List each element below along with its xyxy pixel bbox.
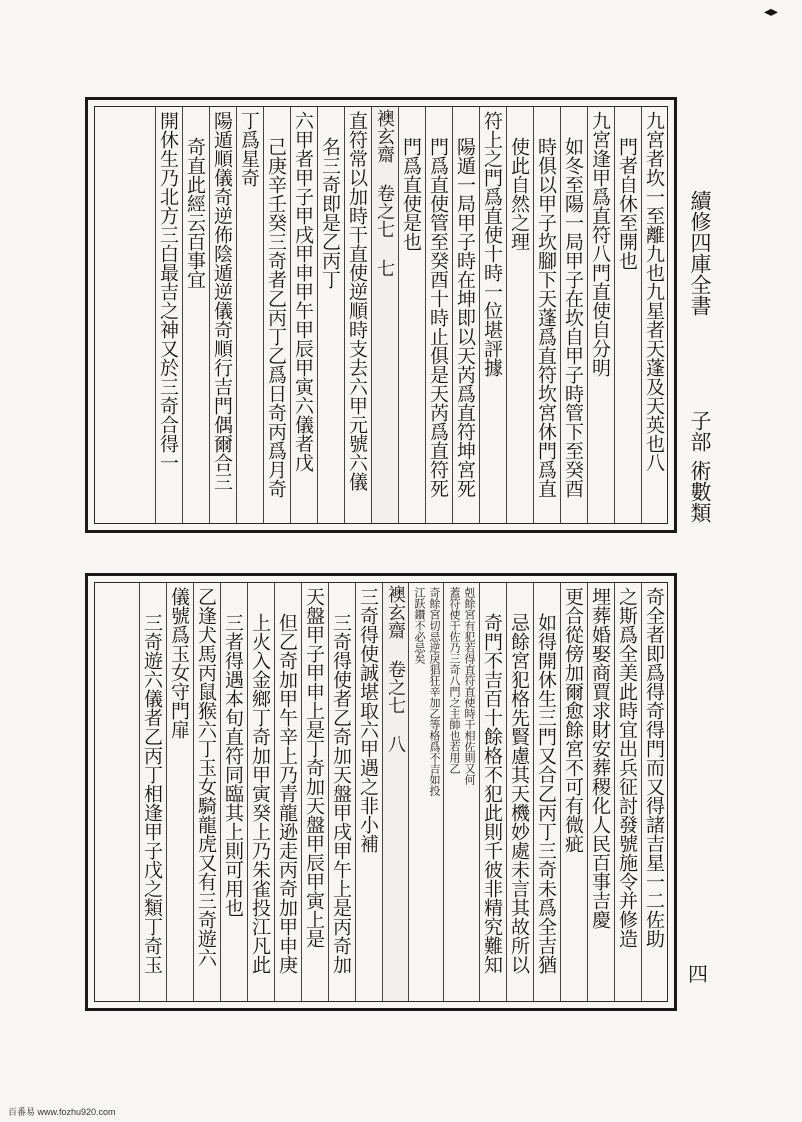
header-category: 術數類 [688,460,712,523]
header-section: 子部 [688,410,712,452]
text-column: 丁爲星奇 [236,107,262,523]
text-column: 如冬至陽一局甲子在坎自甲子時管下至癸酉 [560,107,586,523]
text-column: 陽遁順儀奇逆佈陰遁逆儀奇順行吉門偶爾合三 [209,107,235,523]
text-column: 使此自然之理 [506,107,532,523]
annotation-text: 蓋符使干佐乃三奇八門之主帥也若用乙 [448,587,461,774]
text-column: 三奇得使者乙奇加天盤甲戌甲午上是丙奇加 [328,583,354,1001]
text-column: 九宮者坎一至離九也九星者天蓬及天英也八 [641,107,667,523]
text-column: 符上之門爲直使十時一位堪評據 [479,107,505,523]
text-column: 忌餘宮犯格先賢慮其天機妙處未言其故所以 [506,583,532,1001]
annotation-text: 剋餘宮有犯若得直符直使時干相佐則又何 [463,587,476,785]
text-column: 時俱以甲子坎腳下天蓬爲直符坎宮休門爲直 [533,107,559,523]
text-column: 門者自休至開也 [614,107,640,523]
text-column: 直符常以加時干直使逆順時支去六甲元號六儀 [344,107,370,523]
text-column: 門爲直使管至癸酉十時止俱是天芮爲直符死 [425,107,451,523]
text-column: 但乙奇加甲午辛上乃青龍逊走丙奇加甲申庚 [274,583,300,1001]
text-column: 三奇得使誠堪取六甲遇之非小補 [355,583,381,1001]
text-column: 如得開休生三門又合乙丙丁三奇未爲全吉猶 [533,583,559,1001]
top-text-block [85,97,677,533]
text-column: 奇門不吉百十餘格不犯此則千彼非精究難知 [479,583,505,1001]
text-column: 三者得遇本旬直符同臨其上則可用也 [220,583,246,1001]
text-column: 開休生乃北方三白最吉之神又於三奇合得一 [155,107,181,523]
text-column: 奇直此經云百事宜 [182,107,208,523]
block-margin-label: 襖玄齋 卷之七 七 [371,107,397,523]
text-column: 埋葬婚娶商賈求財安葬稷化人民百事吉慶 [587,583,613,1001]
text-column: 名三奇即是乙丙丁 [317,107,343,523]
text-column: 九宮逢甲爲直符八門直使自分明 [587,107,613,523]
header-title: 續修四庫全書 [688,190,712,316]
site-watermark: 百番易 www.fozhu920.com [8,1107,116,1117]
text-column: 上火入金鄉丁奇加甲寅癸上乃朱雀投江凡此 [247,583,273,1001]
block-margin-label: 襖玄齋 卷之七 八 [382,583,408,1001]
corner-arrow-icon: ◂▸ [763,4,778,20]
text-column: 奇全者即爲得奇得門而又得諸吉星一二佐助 [641,583,667,1001]
running-header [686,190,716,316]
annotation-text: 江跃鑽不必忌矣 [413,587,426,664]
page-number: 四 [688,962,708,986]
annotation-column [408,583,443,1001]
text-column: 六甲者甲子甲戌甲申甲午甲辰甲寅六儀者戊 [290,107,316,523]
text-column: 三奇遊六儀者乙丙丁相逢甲子戊之類丁奇玉 [139,583,165,1001]
text-column: 儀號爲玉女守門扉 [166,583,192,1001]
text-column: 陽遁一局甲子時在坤即以天芮爲直符坤宮死 [452,107,478,523]
annotation-column [443,583,478,1001]
text-column: 更合從傍加爾愈餘宮不可有微疵 [560,583,586,1001]
text-column: 乙逢犬馬丙鼠猴六丁玉女騎龍虎又有三奇遊六 [193,583,219,1001]
text-column: 門爲直使是也 [398,107,424,523]
annotation-text: 奇餘宮切忌逆戾猖狂辛加乙等格爲不吉如投 [428,587,441,796]
bottom-text-block [85,573,677,1011]
text-column: 己庚辛壬癸三奇者乙丙丁乙爲日奇丙爲月奇 [263,107,289,523]
text-column: 之斯爲全美此時宜出兵征討發號施令并修造 [614,583,640,1001]
text-column: 天盤甲子甲申上是丁奇加天盤甲辰甲寅上是 [301,583,327,1001]
